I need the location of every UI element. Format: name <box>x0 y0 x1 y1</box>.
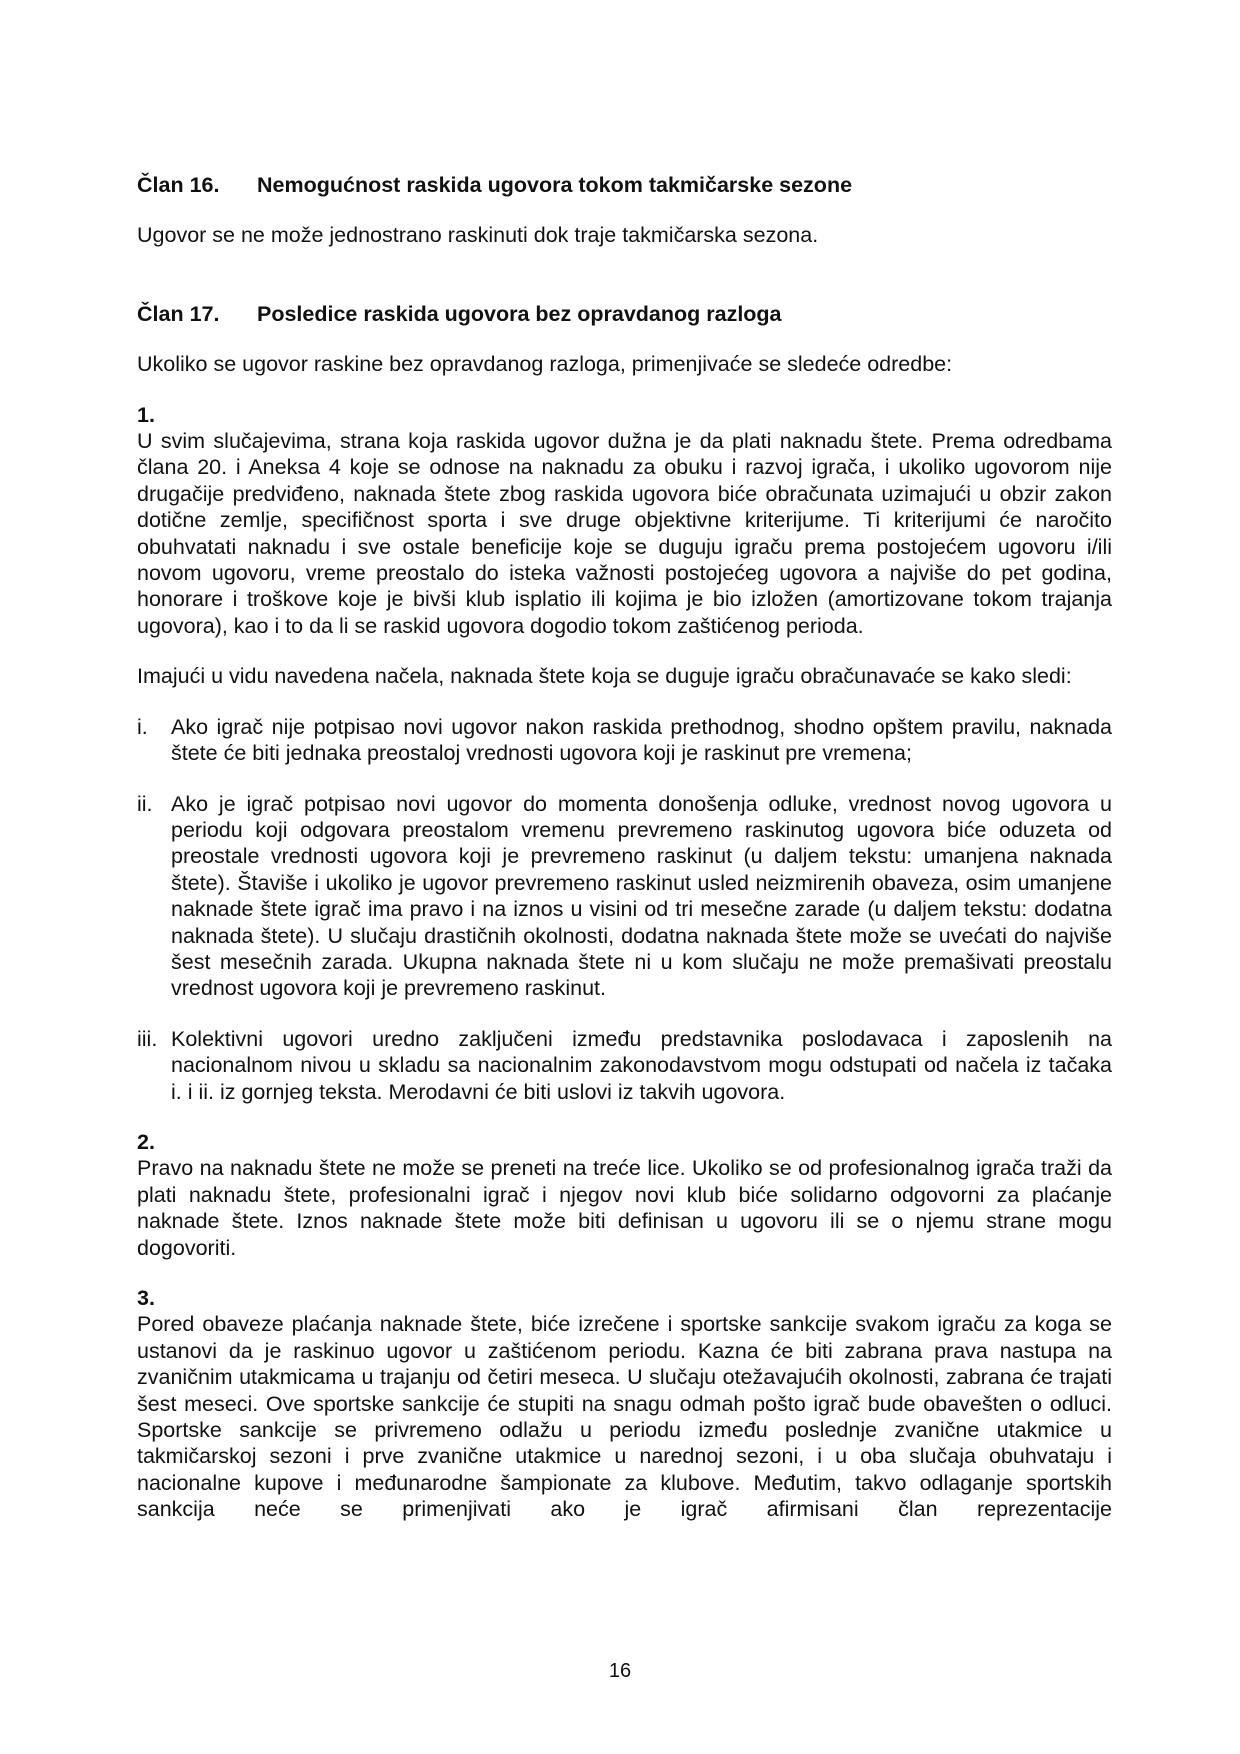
list-item-text: Ako je igrač potpisao novi ugovor do momenta donošenja odluke, vrednost novog ugovora u periodu koji odgovara preostalom vremenu prevremeno raskinutog ugovora biće oduzeta od preostale vrednosti ugovora koji je prevremeno raskinut (u daljem tekstu: umanjena naknada štete). Štaviše i ukoliko je ugovor prevremeno raskinut usled neizmirenih obaveza, osim umanjene naknade štete igrač ima pravo i na iznos u visini od tri mesečne zarade (u daljem tekstu: dodatna naknada štete). U slučaju drastičnih okolnosti, dodatna naknada štete može se uvećati do najviše šest mesečnih zarada. Ukupna naknada štete ni u kom slučaju ne može premašivati preostalu vrednost ugovora koji je prevremeno raskinut. <box>171 791 1112 1001</box>
article-16-text: Ugovor se ne može jednostrano raskinuti dok traje takmičarska sezona. <box>137 223 819 248</box>
article-17-heading <box>137 301 1112 327</box>
list-item-marker: i. <box>137 714 148 739</box>
list-item-marker: iii. <box>137 1026 158 1051</box>
section-3-label: 3. <box>137 1286 155 1310</box>
section-2-label: 2. <box>137 1129 155 1154</box>
article-16-heading <box>137 172 1112 198</box>
list-item <box>137 1026 1112 1105</box>
article-16-number: Član 16. <box>137 173 220 197</box>
section-1-label: 1. <box>137 402 155 427</box>
principles-text: Imajući u vidu navedena načela, naknada štete koja se duguje igraču obračunavaće se kako sledi: <box>137 664 1072 689</box>
section-2-text: Pravo na naknadu štete ne može se preneti na treće lice. Ukoliko se od profesionalnog igrača traži da plati naknadu štete, profesionalni igrač i njegov novi klub biće solidarno odgovorni za plaćanje naknade štete. Iznos naknade štete može biti definisan u ugovoru ili se o njemu strane mogu dogovoriti. <box>137 1156 1112 1260</box>
list-item-text: Ako igrač nije potpisao novi ugovor nakon raskida prethodnog, shodno opštem pravilu, naknada štete će biti jednaka preostaloj vrednosti ugovora koji je raskinut pre vremena; <box>171 714 1112 766</box>
article-17-intro: Ukoliko se ugovor raskine bez opravdanog razloga, primenjivaće se sledeće odredbe: <box>137 352 953 377</box>
article-17-number: Član 17. <box>137 301 220 326</box>
section-3-text: Pored obaveze plaćanja naknade štete, biće izrečene i sportske sankcije svakom igraču za koga se ustanovi da je raskinuo ugovor u zaštićenom periodu. Kazna će biti zabrana prava nastupa na zvaničnim utakmicama u trajanju od četiri meseca. U slučaju otežavajućih okolnosti, zabrana će trajati šest meseci. Ove sportske sankcije će stupiti na snagu odmah pošto igrač bude obavešten o odluci. Sportske sankcije se privremeno odlažu u periodu između poslednje zvanične utakmice u takmičarskoj sezoni i prve zvanične utakmice u narednoj sezoni, i u oba slučaja obuhvataju i nacionalne kupove i međunarodne šampionate za klubove. Međutim, takvo odlaganje sportskih sankcija neće se primenjivati ako je igrač afirmisani član reprezentacije <box>137 1312 1112 1522</box>
section-1-text: U svim slučajevima, strana koja raskida ugovor dužna je da plati naknadu štete. Prema odredbama člana 20. i Aneksa 4 koje se odnose na naknadu za obuku i razvoj igrača, i ukoliko ugovorom nije drugačije predviđeno, naknada štete zbog raskida ugovora biće obračunata uzimajući u obzir zakon dotične zemlje, specifičnost sporta i sve druge objektivne kriterijume. Ti kriterijumi će naročito obuhvatati naknadu i sve ostale beneficije koje se duguju igraču prema postojećem ugovoru i/ili novom ugovoru, vreme preostalo do isteka važnosti postojećeg ugovora a najviše do pet godina, honorare i troškove koje je bivši klub isplatio ili kojima je bio izložen (amortizovane tokom trajanja ugovora), kao i to da li se raskid ugovora dogodio tokom zaštićenog perioda. <box>137 429 1112 638</box>
list-item-text: Kolektivni ugovori uredno zaključeni između predstavnika poslodavaca i zaposlenih na nacionalnom nivou u skladu sa nacionalnim zakonodavstvom mogu odstupati od načela iz tačaka i. i ii. iz gornjeg teksta. Merodavni će biti uslovi iz takvih ugovora. <box>171 1026 1112 1104</box>
list-item <box>137 791 1112 1002</box>
article-17-title: Posledice raskida ugovora bez opravdanog razloga <box>257 301 782 326</box>
article-16-title: Nemogućnost raskida ugovora tokom takmičarske sezone <box>257 173 853 197</box>
document-page <box>137 172 1112 1523</box>
page-number: 16 <box>608 1660 632 1682</box>
list-item-marker: ii. <box>137 791 153 816</box>
list-item <box>137 714 1112 767</box>
